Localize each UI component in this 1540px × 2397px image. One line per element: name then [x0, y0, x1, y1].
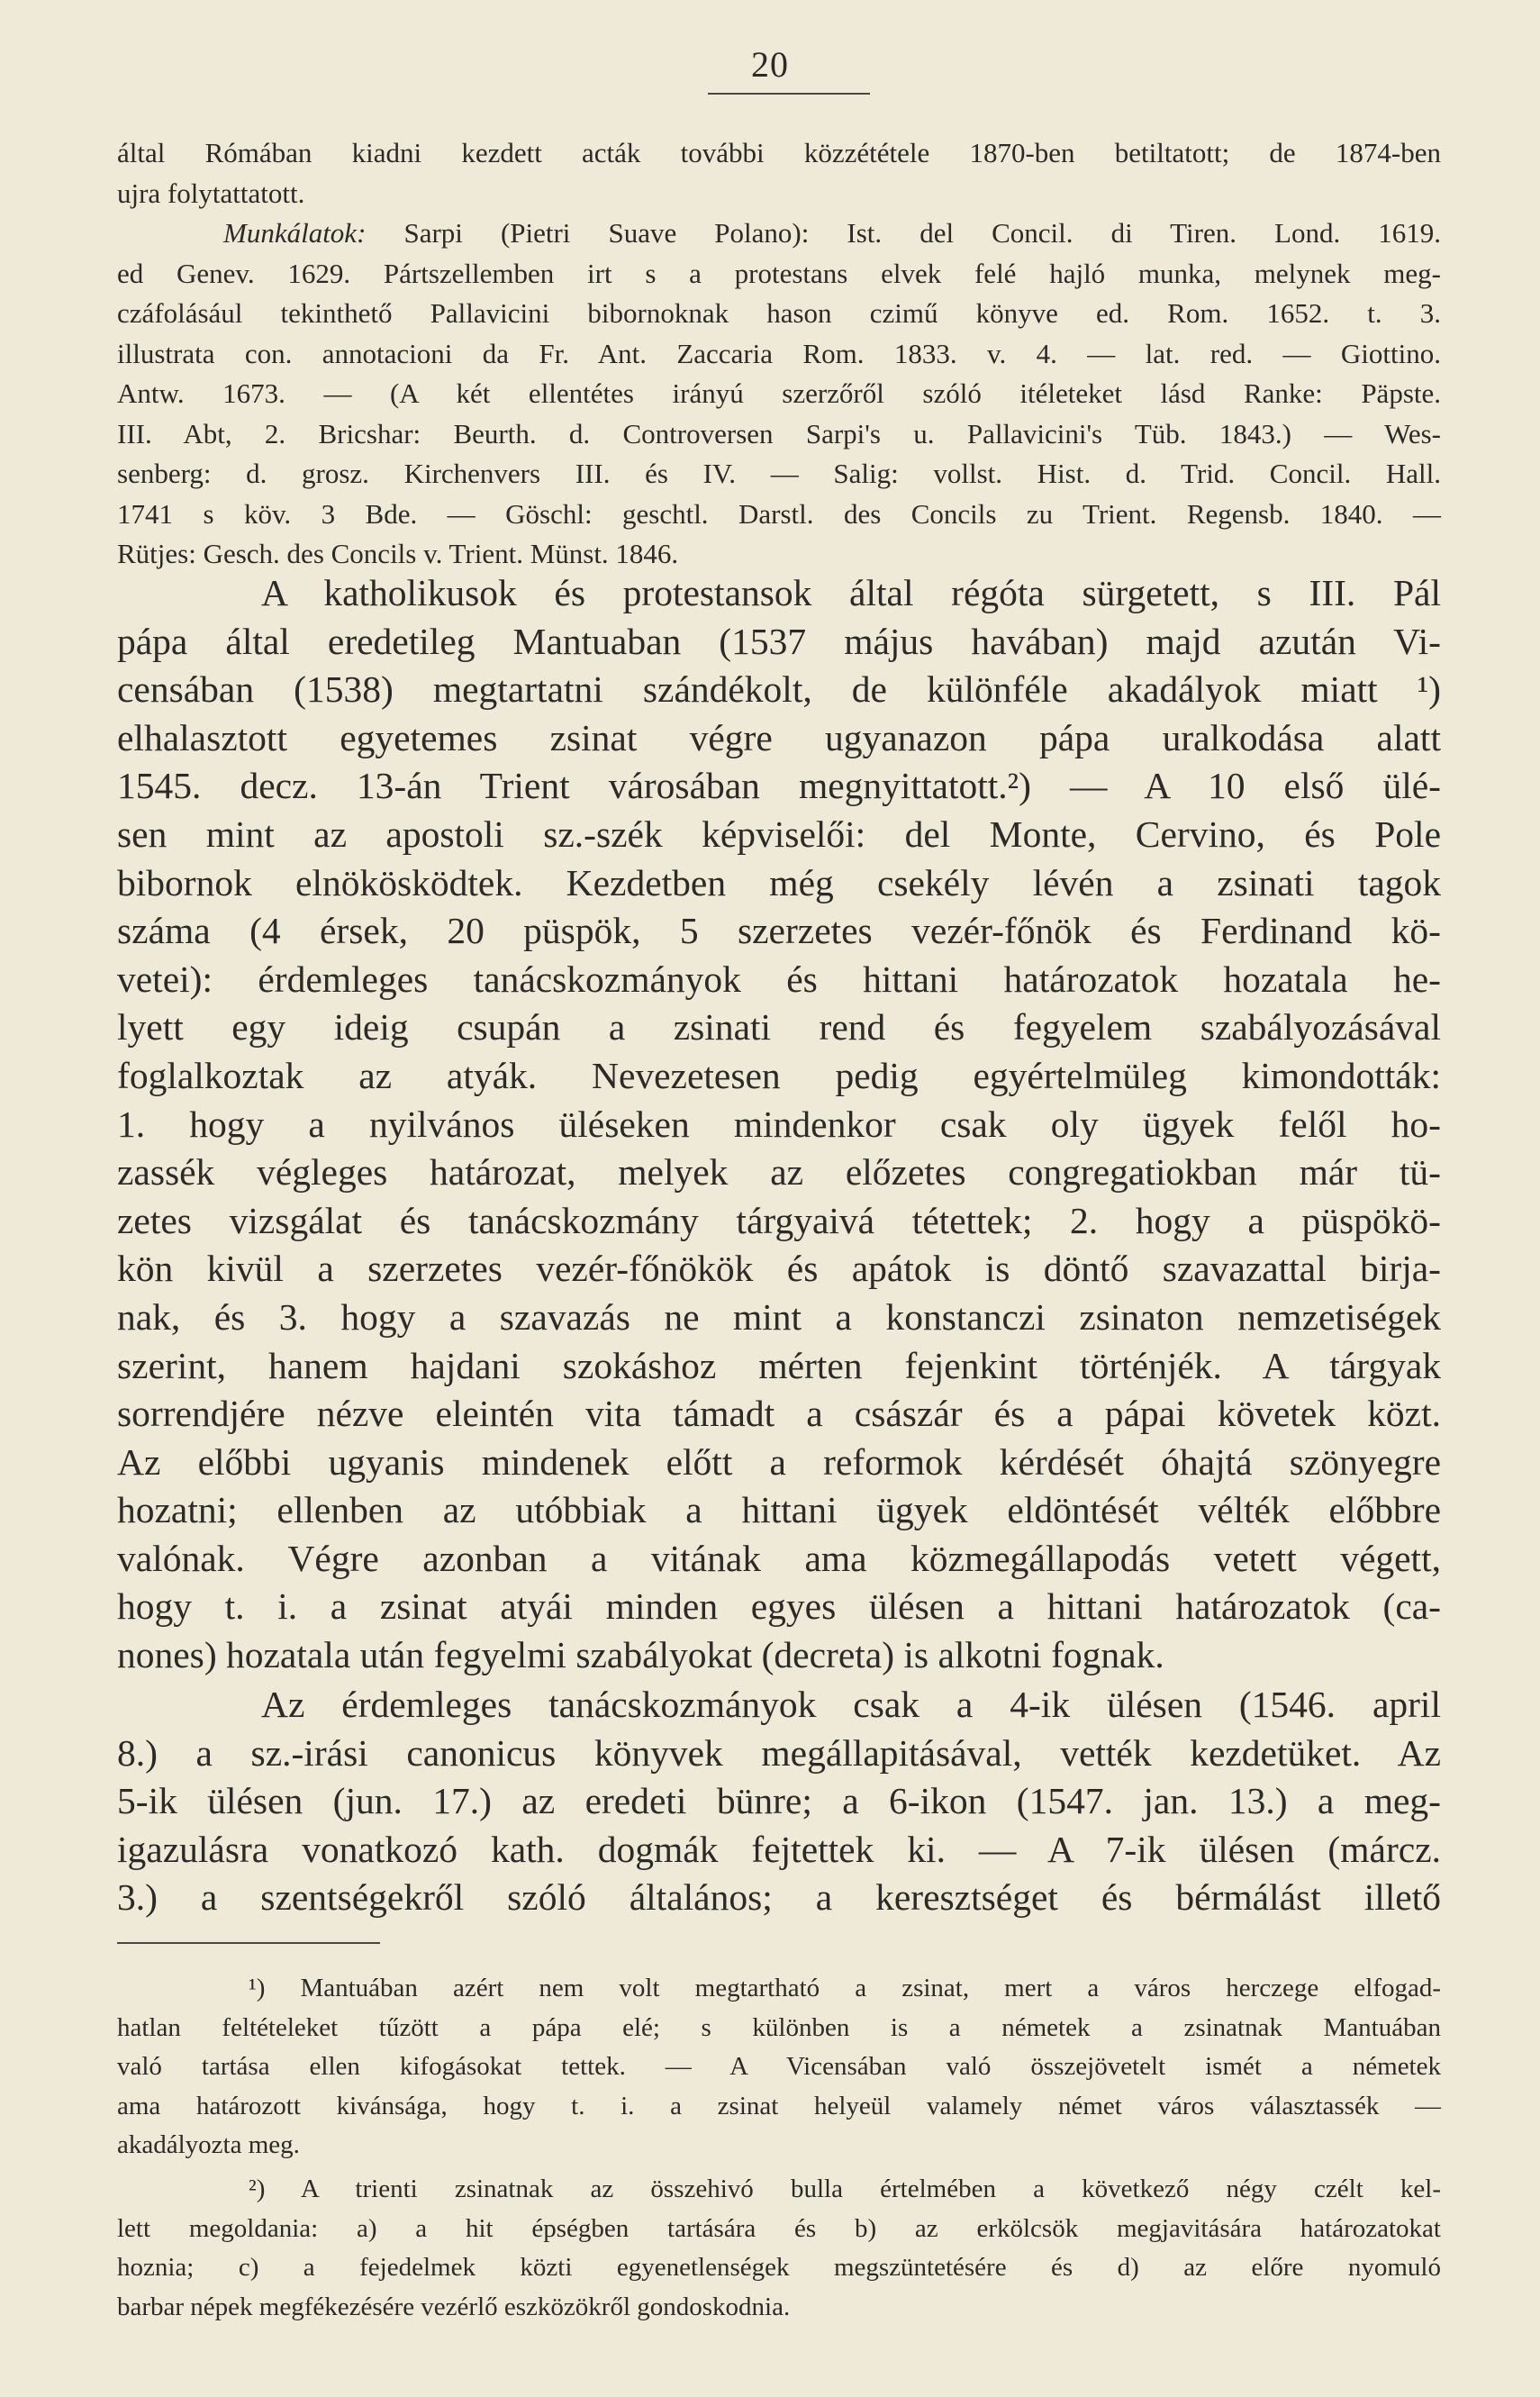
body-line: valónak. Végre azonban a vitának ama közmegállapodás vetett végett,: [117, 1537, 1441, 1579]
body-line: zassék végleges határozat, melyek az előzetes congregatiokban már tü-: [117, 1151, 1441, 1194]
footnote-line: hatlan feltételeket tűzött a pápa elé; s különben is a németek a zsinatnak Mantuában: [117, 2012, 1441, 2042]
body-line: elhalasztott egyetemes zsinat végre ugyanazon pápa uralkodása alatt: [117, 716, 1441, 758]
header-rule: [708, 93, 870, 95]
body-line: censában (1538) megtartatni szándékolt, de különféle akadályok miatt ¹): [117, 668, 1441, 711]
body-line: foglalkoztak az atyák. Nevezetesen pedig egyértelmüleg kimondották:: [117, 1054, 1441, 1096]
footnote-line: ¹) Mantuában azért nem volt megtartható a zsinat, mert a város herczege elfogad-: [249, 1974, 1441, 2002]
body-line: vetei): érdemleges tanácskozmányok és hittani határozatok hozatala he-: [117, 958, 1441, 1000]
works-line: Antw. 1673. — (A két ellentétes irányú szerzőről szóló itéleteket lásd Ranke: Päpste.: [117, 377, 1441, 409]
body-line: nones) hozatala után fegyelmi szabályokat (decreta) is alkotni fognak.: [117, 1634, 1164, 1676]
footnote-2: [117, 2170, 1441, 2327]
body-paragraph-1: [117, 569, 1441, 1680]
footnote-rule: [117, 1942, 380, 1944]
works-block: [117, 213, 1441, 575]
body-line: Az érdemleges tanácskozmányok csak a 4-ik ülésen (1546. april: [261, 1684, 1441, 1725]
body-line: sen mint az apostoli sz.-szék képviselői: del Monte, Cervino, és Pole: [117, 813, 1441, 855]
works-line: Munkálatok: Sarpi (Pietri Suave Polano): Ist. del Concil. di Tiren. Lond. 1619.: [223, 217, 1442, 249]
works-line: Rütjes: Gesch. des Concils v. Trient. Münst. 1846.: [117, 538, 679, 569]
body-line: sorrendjére nézve eleintén vita támadt a császár és a pápai követek közt.: [117, 1393, 1441, 1435]
footnote-line: hoznia; c) a fejedelmek közti egyenetlenségek megszüntetésére és d) az előre nyomuló: [117, 2253, 1441, 2282]
body-line: 1545. decz. 13-án Trient városában megnyittatott.²) — A 10 első ülé-: [117, 765, 1441, 807]
footnote-1: [117, 1969, 1441, 2165]
footnote-line: ²) A trienti zsinatnak az összehivó bulla értelmében a következő négy czélt kel-: [249, 2175, 1441, 2203]
works-line: senberg: d. grosz. Kirchenvers III. és IV. — Salig: vollst. Hist. d. Trid. Concil. Hall.: [117, 458, 1441, 489]
body-line: 1. hogy a nyilvános üléseken mindenkor csak oly ügyek felől ho-: [117, 1103, 1441, 1145]
page-number: 20: [751, 44, 789, 85]
body-line: bibornok elnökösködtek. Kezdetben még csekély lévén a zsinati tagok: [117, 861, 1441, 903]
body-line: 8.) a sz.-irási canonicus könyvek megállapitásával, vették kezdetüket. Az: [117, 1731, 1441, 1774]
body-line: nak, és 3. hogy a szavazás ne mint a konstanczi zsinaton nemzetiségek: [117, 1295, 1441, 1338]
body-line: pápa által eredetileg Mantuaban (1537 május havában) majd azután Vi-: [117, 620, 1441, 662]
body-line: kön kivül a szerzetes vezér-főnökök és apátok is döntő szavazattal birja-: [117, 1248, 1441, 1290]
body-line: száma (4 érsek, 20 püspök, 5 szerzetes vezér-főnök és Ferdinand kö-: [117, 910, 1441, 952]
body-line: zetes vizsgálat és tanácskozmány tárgyaivá tétettek; 2. hogy a püspökö-: [117, 1199, 1441, 1241]
body-line: A katholikusok és protestansok által régóta sürgetett, s III. Pál: [261, 572, 1441, 613]
body-line: Az előbbi ugyanis mindenek előtt a reformok kérdését óhajtá szönyegre: [117, 1440, 1441, 1483]
body-line: lyett egy ideig csupán a zsinati rend és fegyelem szabályozásával: [117, 1006, 1441, 1049]
footnote-line: barbar népek megfékezésére vezérlő eszközökről gondoskodnia.: [117, 2292, 791, 2321]
works-label: Munkálatok:: [223, 217, 367, 249]
body-line: hogy t. i. a zsinat atyái minden egyes ülésen a hittani határozatok (ca-: [117, 1585, 1441, 1628]
works-line: illustrata con. annotacioni da Fr. Ant. Zaccaria Rom. 1833. v. 4. — lat. red. — Giottino.: [117, 337, 1441, 369]
intro-block: [117, 133, 1441, 213]
body-line: igazulásra vonatkozó kath. dogmák fejtettek ki. — A 7-ik ülésen (márcz.: [117, 1828, 1441, 1870]
works-line: III. Abt, 2. Bricshar: Beurth. d. Controversen Sarpi's u. Pallavicini's Tüb. 1843.) — Wes-: [117, 417, 1441, 449]
body-line: szerint, hanem hajdani szokáshoz mérten fejenkint történjék. A tárgyak: [117, 1344, 1441, 1386]
works-line: czáfolásául tekinthető Pallavicini bibornoknak hason czimű könyve ed. Rom. 1652. t. 3.: [117, 297, 1441, 329]
body-paragraph-2: [117, 1681, 1441, 1922]
footnote-line: akadályozta meg.: [117, 2130, 300, 2159]
body-line: 3.) a szentségekről szóló általános; a keresztséget és bérmálást illető: [117, 1876, 1441, 1919]
footnote-line: való tartása ellen kifogásokat tettek. — A Vicensában való összejövetelt ismét a németek: [117, 2052, 1441, 2081]
footnote-line: lett megoldania: a) a hit épségben tartására és b) az erkölcsök megjavitására határozatokat: [117, 2213, 1441, 2243]
works-line: ed Genev. 1629. Pártszellemben irt s a protestans elvek felé hajló munka, melynek meg-: [117, 257, 1441, 289]
footnote-line: ama határozott kivánsága, hogy t. i. a zsinat helyeül valamely német város választassék —: [117, 2091, 1441, 2120]
intro-line: által Rómában kiadni kezdett acták további közzététele 1870-ben betiltatott; de 1874-ben: [117, 137, 1441, 168]
body-line: 5-ik ülésen (jun. 17.) az eredeti bünre; a 6-ikon (1547. jan. 13.) a meg-: [117, 1780, 1441, 1822]
intro-line: ujra folytattatott.: [117, 177, 305, 209]
body-line: hozatni; ellenben az utóbbiak a hittani ügyek eldöntését vélték előbbre: [117, 1489, 1441, 1531]
works-line: 1741 s köv. 3 Bde. — Göschl: geschtl. Darstl. des Concils zu Trient. Regensb. 1840. —: [117, 497, 1441, 530]
